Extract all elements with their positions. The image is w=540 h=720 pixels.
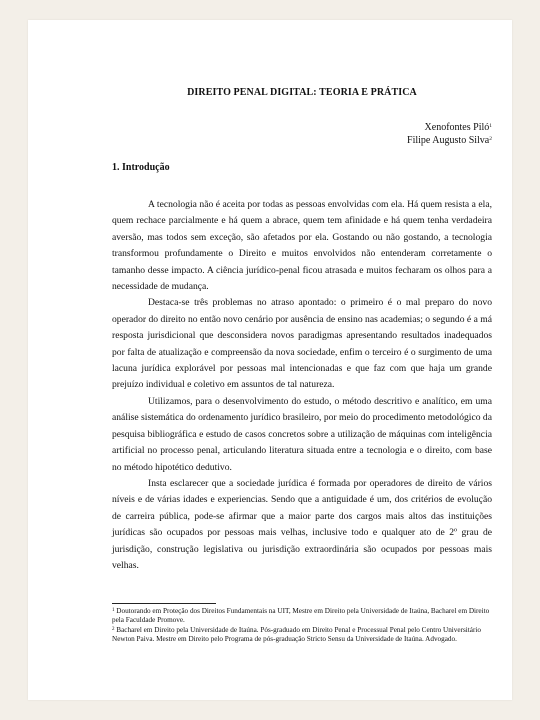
footnote-mark: 1 (112, 608, 115, 613)
footnote-divider (112, 603, 216, 604)
body-text (112, 197, 492, 574)
author-name: Xenofontes Piló (424, 122, 490, 133)
document-page (28, 20, 512, 700)
author-line (112, 134, 492, 147)
document-title: DIREITO PENAL DIGITAL: TEORIA E PRÁTICA (187, 87, 417, 98)
footnote (112, 626, 492, 645)
footnote-text: Doutorando em Proteção dos Direitos Fundamentais na UIT, Mestre em Direito pela Universidade de Itaúna, Bacharel em Direito pela Faculdade Promove. (112, 607, 490, 625)
footnote-mark: 2 (112, 626, 115, 632)
footnote-ref[interactable]: 1 (489, 123, 492, 129)
footnotes (112, 603, 492, 645)
author-name: Filipe Augusto Silva (407, 135, 490, 146)
footnote-ref[interactable]: 2 (489, 136, 492, 142)
paragraph: Insta esclarecer que a sociedade jurídica é formada por operadores de direito de vários níveis e de várias idades e experiencias. Sendo que a antiguidade é um, dos critérios de evolução de carreira pública, pode-se afirmar que a maior parte dos cargos mais altos das instituições jurídicas são ocupados por pessoas mais velhas, inclusive todo e qualquer ato de 2º grau de jurisdição, construção legislativa ou jurisdição extraordinária são ocupados por pessoas mais velhas. (112, 477, 492, 571)
paragraph: A tecnologia não é aceita por todas as pessoas envolvidas com ela. Há quem resista a ela, quem rechace parcialmente e há quem a abrace, quem tem afinidade e há quem tenha verdadeira aversão, mas todos sem exceção, são afetados por ela. Gostando ou não gostando, a tecnologia transformou profundamente o Direito e muitos envolvidos não entenderam corretamente o tamanho desse impacto. A ciência jurídico-penal ficou atrasada e muitos fecharam os olhos para a necessidade de mudança. (112, 199, 492, 293)
paragraph: Destaca-se três problemas no atraso apontado: o primeiro é o mal preparo do novo operador do direito no então novo cenário por ausência de ensino nas academias; o segundo é a má resposta jurisdicional que desconsidera novos paradigmas apresentando resultados inadequados por falta de atualização e compreensão da nova sociedade, enfim o terceiro é o surgimento de uma lacuna jurídica explorável por pessoas mal intencionadas e que faz com que haja um grande prejuízo individual e coletivo em assuntos de tal natureza. (112, 297, 492, 391)
author-list (112, 121, 492, 147)
paragraph: Utilizamos, para o desenvolvimento do estudo, o método descritivo e analítico, em uma análise sistemática do ordenamento jurídico brasileiro, por meio do procedimento metodológico da pesquisa bibliográfica e estudo de casos concretos sobre a utilização de máquinas com inteligência artificial no processo penal, articulando literatura situada entre a tecnologia e o direito, com base no método hipotético dedutivo. (112, 395, 492, 473)
footnote (112, 607, 492, 626)
footnote-text: Bacharel em Direito pela Universidade de Itaúna. Pós-graduado em Direito Penal e Processual Penal pelo Centro Universitário Newton Paiva. Mestre em Direito pelo Programa de pós-graduação Stricto Sensu da Universidade de Itaúna. Advogado. (112, 625, 481, 644)
section-heading: 1. Introdução (112, 162, 170, 173)
author-line (112, 121, 492, 134)
